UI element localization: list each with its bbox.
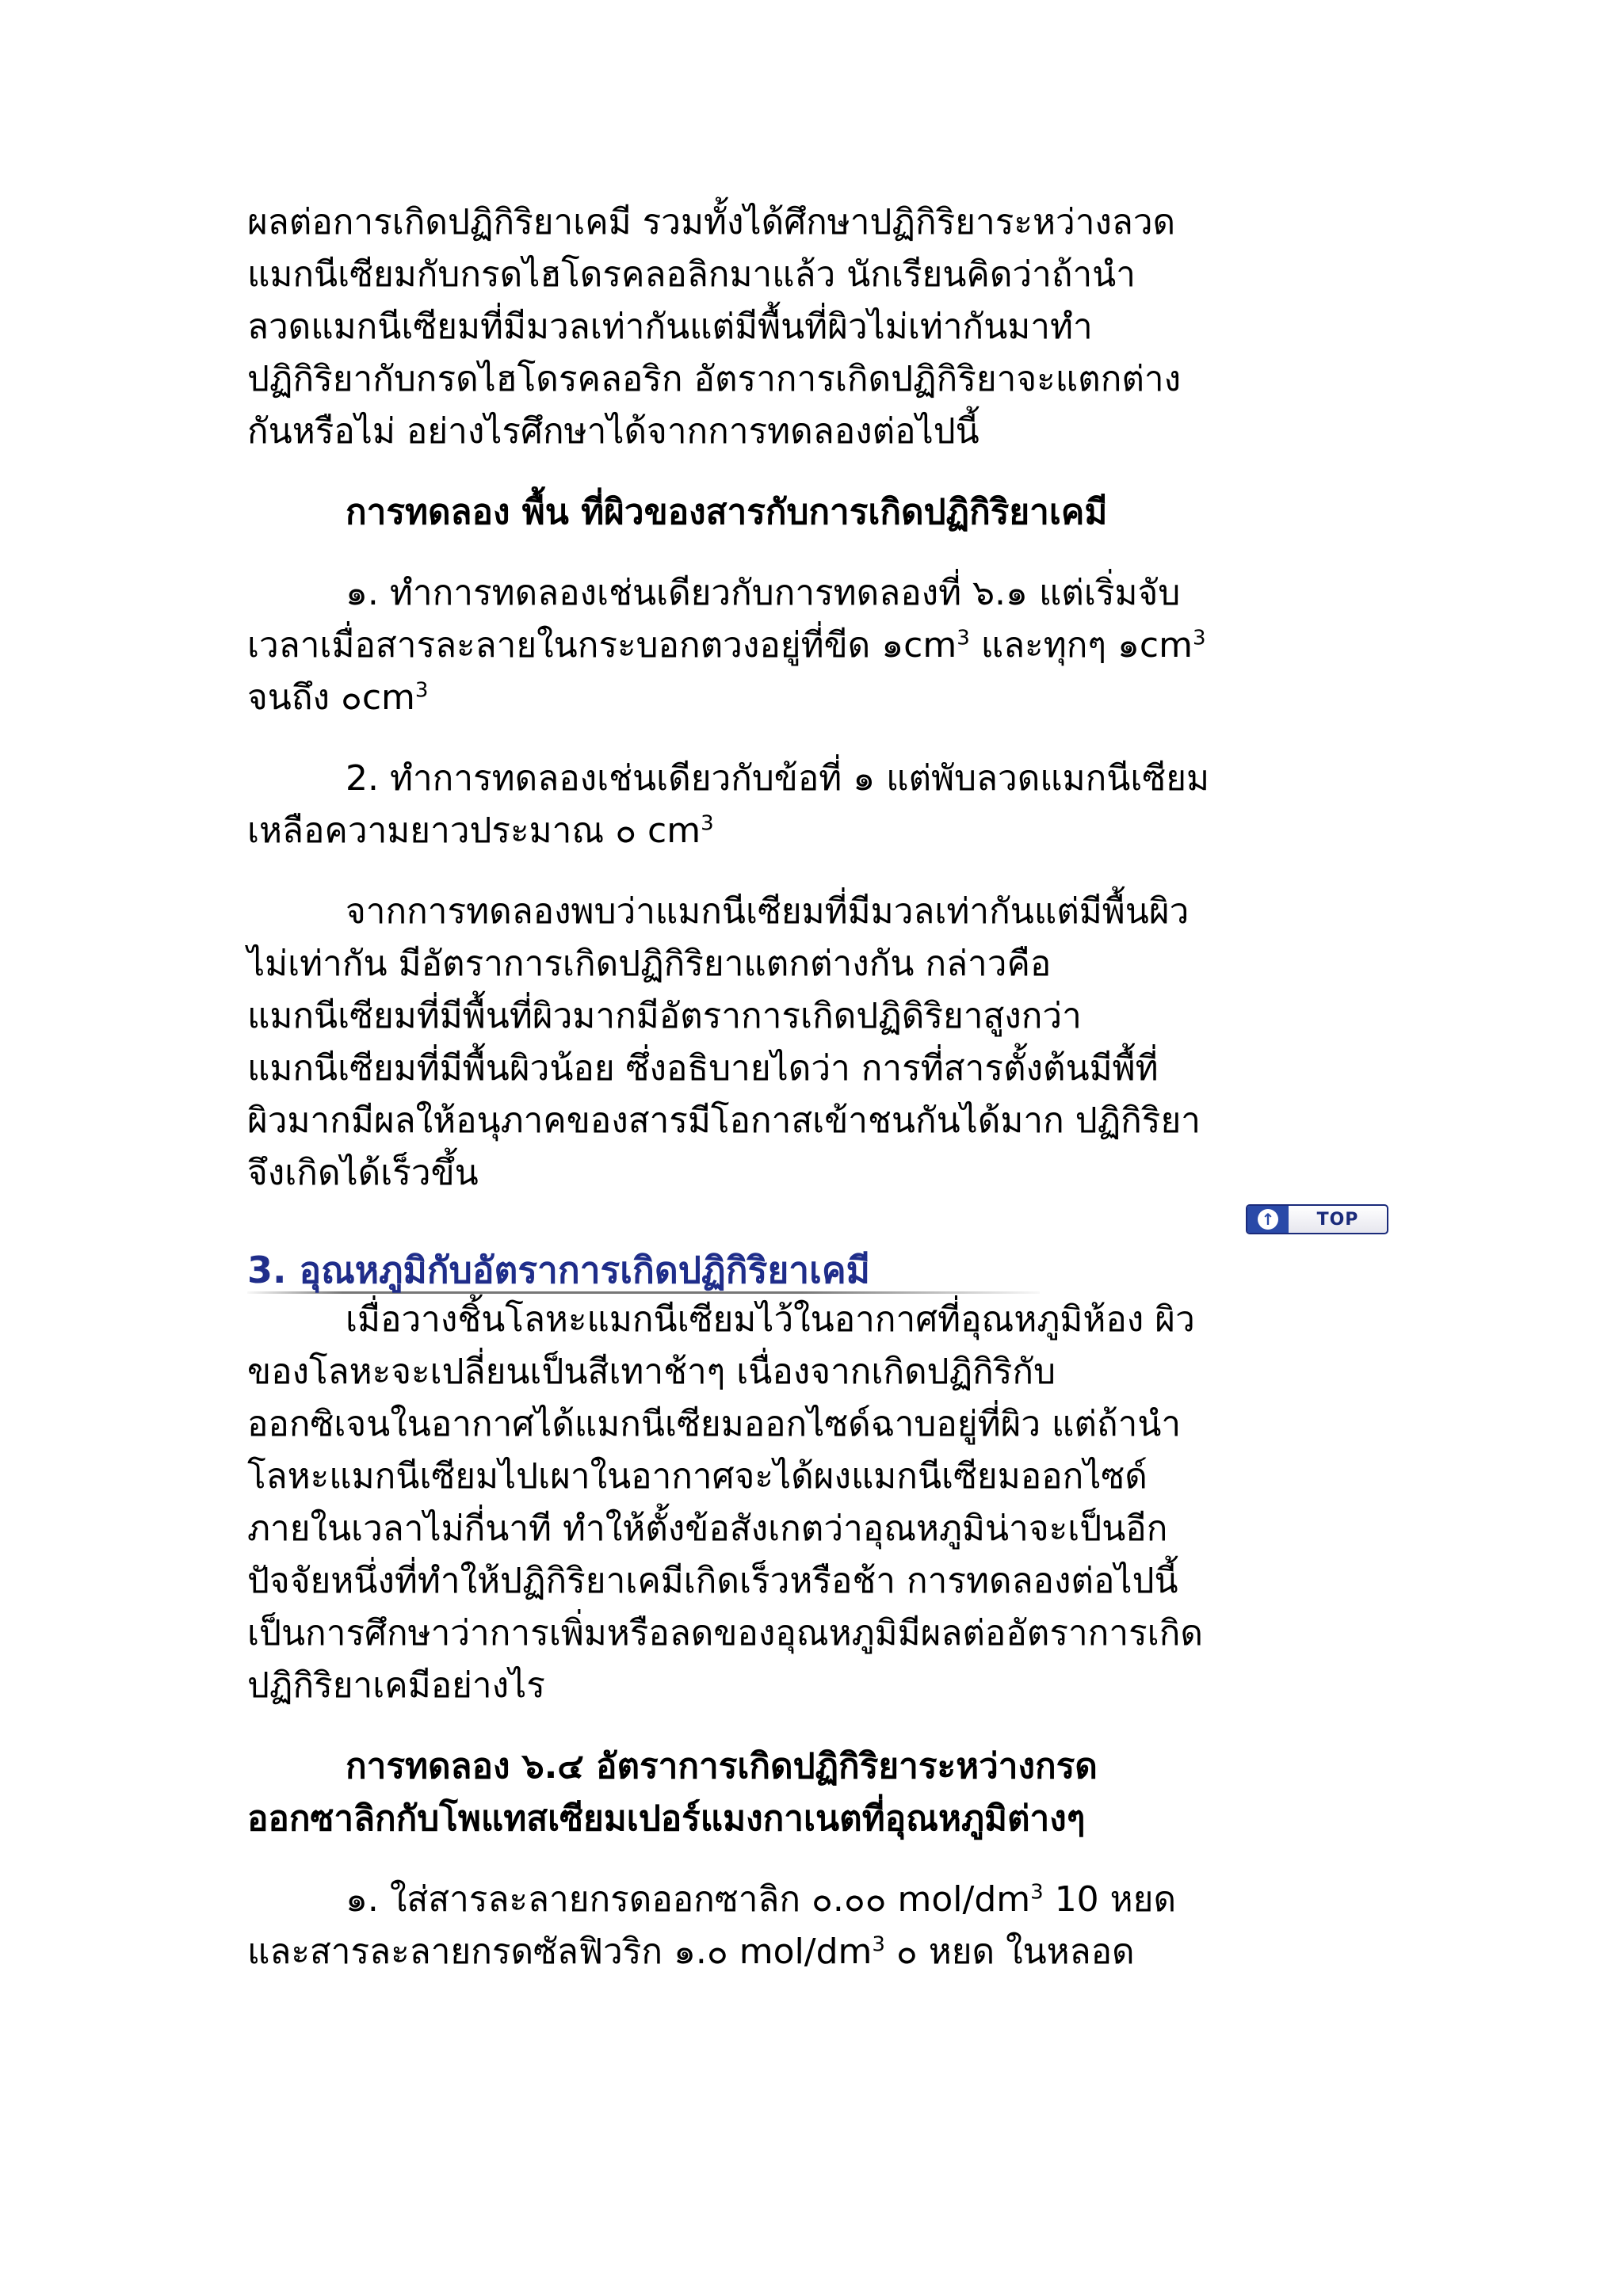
superscript: 3 [414,678,429,703]
step-text: ๐ หยด ในหลอด [884,1932,1135,1972]
conclusion-line: ผิวมากมีผลให้อนุภาคของสารมีโอกาสเข้าชนกันได้มาก ปฏิกิริยา [247,1100,1201,1141]
section-3-line: ปฏิกิริยาเคมีอย่างไร [247,1665,545,1706]
step-text: 10 หยด [1043,1879,1177,1920]
intro-paragraph [247,196,1388,458]
experiment-1-conclusion [247,886,1388,1199]
section-3-heading: 3. อุณหภูมิกับอัตราการเกิดปฏิกิริยาเคมี [247,1249,870,1291]
top-button-label: TOP [1316,1209,1359,1230]
intro-line: ปฏิกิริยากับกรดไฮโดรคลอริก อัตราการเกิดปฏิกิริยาจะแตกต่าง [247,359,1182,399]
section-3-line: โลหะแมกนีเซียมไปเผาในอากาศจะได้ผงแมกนีเซียมออกไซด์ [247,1456,1148,1497]
arrow-up-icon: ↑ [1258,1209,1278,1230]
top-button[interactable] [1246,1204,1388,1234]
step-line [247,805,1388,857]
section-3-line: เมื่อวางชิ้นโลหะแมกนีเซียมไว้ในอากาศที่อุณหภูมิห้อง ผิว [346,1299,1195,1340]
superscript: 3 [701,811,714,836]
section-3-body [247,1294,1388,1712]
step-line: ๑. ทำการทดลองเช่นเดียวกับการทดลองที่ ๖.๑ แต่เริ่มจับ [346,573,1181,613]
step-line: 2. ทำการทดลองเช่นเดียวกับข้อที่ ๑ แต่พับลวดแมกนีเซียม [346,758,1210,799]
step-text: เหลือความยาวประมาณ ๐ cm [247,810,701,851]
intro-line: ผลต่อการเกิดปฏิกิริยาเคมี รวมทั้งได้ศึกษาปฏิกิริยาระหว่างลวด [247,202,1176,242]
conclusion-line: จึงเกิดได้เร็วขึ้น [247,1153,479,1193]
experiment-1-step-2 [247,753,1388,857]
experiment-2-title: การทดลอง ๖.๔ อัตราการเกิดปฏิกิริยาระหว่างกรด [346,1746,1098,1787]
conclusion-line: แมกนีเซียมที่มีพื้นผิวน้อย ซึ่งอธิบายไดว่า การที่สารตั้งต้นมีพื้ที่ [247,1048,1159,1089]
step-text: จนถึง ๐cm [247,677,415,718]
top-button-row [247,1199,1388,1244]
step-text: และทุกๆ ๑cm [969,625,1193,666]
top-arrow-box [1247,1206,1289,1233]
superscript: 3 [957,626,970,650]
section-3-line: เป็นการศึกษาว่าการเพิ่มหรือลดของอุณหภูมิมีผลต่ออัตราการเกิด [247,1613,1203,1653]
section-3-line: ของโลหะจะเปลี่ยนเป็นสีเทาช้าๆ เนื่องจากเกิดปฏิกิริกับ [247,1352,1056,1392]
conclusion-line: จากการทดลองพบว่าแมกนีเซียมที่มีมวลเท่ากันแต่มีพื้นผิว [346,891,1190,932]
superscript: 3 [1192,626,1206,650]
superscript: 3 [872,1932,885,1957]
step-line [247,620,1388,672]
experiment-1-step-1 [247,567,1388,724]
step-text: ๑. ใส่สารละลายกรดออกซาลิก ๐.๐๐ mol/dm [346,1879,1031,1920]
step-line [247,1926,1388,1978]
step-line [247,672,1388,724]
step-text: เวลาเมื่อสารละลายในกระบอกตวงอยู่ที่ขีด ๑cm [247,625,957,666]
document-page [247,196,1388,1978]
conclusion-line: ไม่เท่ากัน มีอัตราการเกิดปฏิกิริยาแตกต่างกัน กล่าวคือ [247,944,1052,984]
step-line [247,1874,1388,1926]
intro-line: ลวดแมกนีเซียมที่มีมวลเท่ากันแต่มีพื้นที่ผิวไม่เท่ากันมาทำ [247,307,1093,347]
experiment-2-title-cont: ออกซาลิกกับโพแทสเซียมเปอร์แมงกาเนตที่อุณหภูมิต่างๆ [247,1798,1086,1839]
section-3-line: ออกซิเจนในอากาศได้แมกนีเซียมออกไซด์ฉาบอยู่ที่ผิว แต่ถ้านำ [247,1404,1182,1444]
section-3-line: ภายในเวลาไม่กี่นาที ทำให้ตั้งข้อสังเกตว่าอุณหภูมิน่าจะเป็นอีก [247,1508,1168,1549]
superscript: 3 [1030,1880,1044,1905]
intro-line: กันหรือไม่ อย่างไรศึกษาได้จากการทดลองต่อไปนี้ [247,411,980,452]
experiment-1-title: การทดลอง พื้น ที่ผิวของสารกับการเกิดปฏิกิริยาเคมี [346,492,1108,532]
step-text: และสารละลายกรดซัลฟิวริก ๑.๐ mol/dm [247,1932,873,1972]
intro-line: แมกนีเซียมกับกรดไฮโดรคลอลิกมาแล้ว นักเรียนคิดว่าถ้านำ [247,254,1136,295]
conclusion-line: แมกนีเซียมที่มีพื้นที่ผิวมากมีอัตราการเกิดปฏิดิริยาสูงกว่า [247,996,1082,1036]
experiment-2-step-1 [247,1874,1388,1978]
section-3-line: ปัจจัยหนึ่งที่ทำให้ปฏิกิริยาเคมีเกิดเร็วหรือช้า การทดลองต่อไปนี้ [247,1561,1178,1601]
